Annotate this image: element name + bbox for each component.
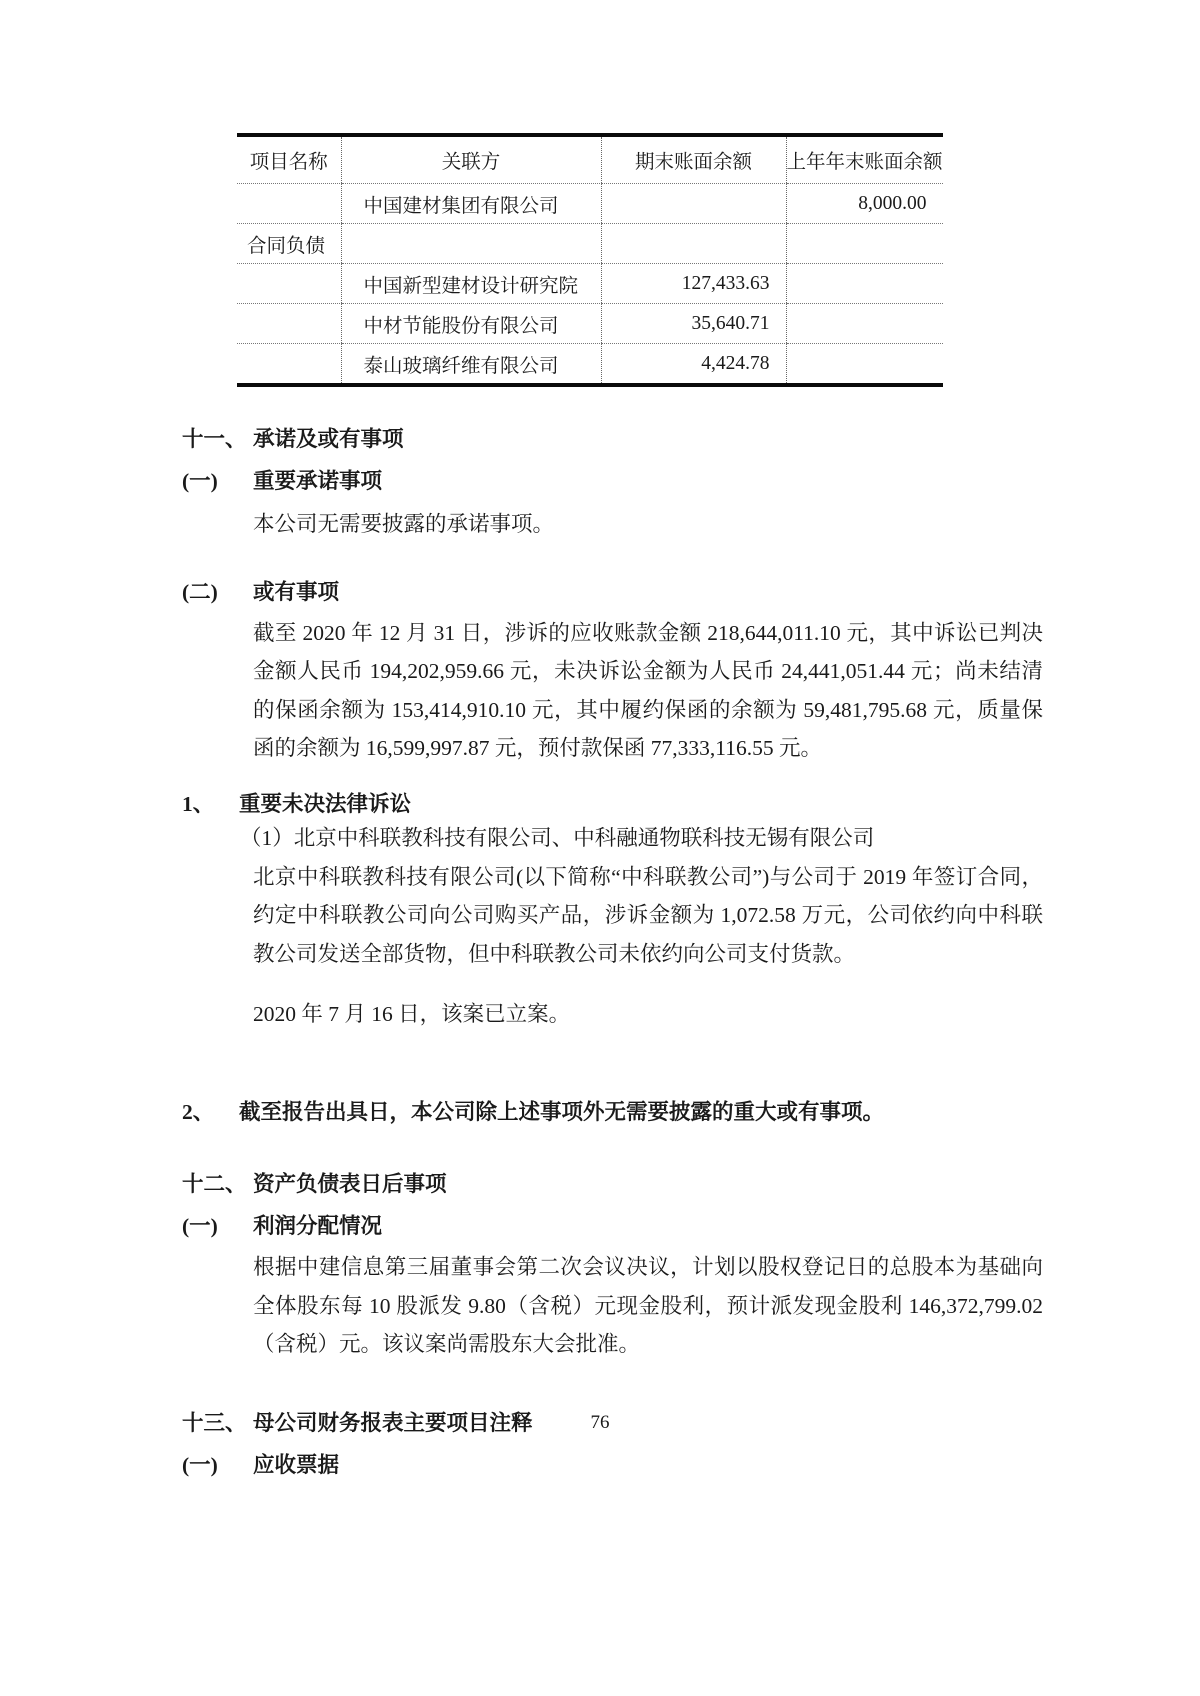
- cell-party: [341, 224, 601, 264]
- item-number: 2、: [182, 1100, 215, 1124]
- contingencies-paragraph: 截至 2020 年 12 月 31 日，涉诉的应收账款金额 218,644,011.10 元，其中诉讼已判决金额人民币 194,202,959.66 元，未决诉讼金额为人民币 24,441,051.44 元；尚未结清的保函余额为 153,414,910.10 元，其中履约保函的余额为 59,481,795.68 元，质量保函的余额为 16,599,997.87 元，预付款保函 77,333,116.55 元。: [253, 620, 1043, 760]
- subsection-title: 重要承诺事项: [253, 469, 383, 493]
- cell-item: [237, 184, 341, 224]
- table-header-row: [237, 135, 943, 184]
- item-number: 1、: [182, 792, 215, 816]
- section-number: 十一、: [182, 427, 247, 451]
- cell-ending: 4,424.78: [601, 344, 786, 386]
- table-row: [237, 184, 943, 224]
- section-11-heading: [182, 424, 1044, 454]
- case-body-paragraph: 北京中科联教科技有限公司(以下简称“中科联教公司”)与公司于 2019 年签订合同，约定中科联教公司向公司购买产品，涉诉金额为 1,072.58 万元，公司依约向中科联教公司发送全部货物，但中科联教公司未依约向公司支付货款。: [253, 864, 1043, 966]
- section-title: 承诺及或有事项: [253, 427, 404, 451]
- commitments-paragraph: 本公司无需要披露的承诺事项。: [253, 512, 555, 536]
- subsection-number: (一): [182, 469, 218, 493]
- cell-item: [237, 304, 341, 344]
- section-11-1-heading: [182, 466, 1044, 496]
- column-header-ending-balance: 期末账面余额: [601, 135, 786, 184]
- section-title: 资产负债表日后事项: [253, 1172, 447, 1196]
- pending-litigation-heading: [182, 789, 1044, 819]
- case-filing-note: 2020 年 7 月 16 日，该案已立案。: [253, 1001, 571, 1026]
- item-title: 截至报告出具日，本公司除上述事项外无需要披露的重大或有事项。: [239, 1100, 885, 1124]
- section-11-2-heading: [182, 577, 1044, 607]
- document-body: [182, 372, 1044, 1480]
- section-number: 十二、: [182, 1172, 247, 1196]
- cell-ending: 127,433.63: [601, 264, 786, 304]
- section-12-1-heading: [182, 1211, 1044, 1241]
- table-row: [237, 224, 943, 264]
- profit-distribution-paragraph: 根据中建信息第三届董事会第二次会议决议，计划以股权登记日的总股本为基础向全体股东每 10 股派发 9.80（含税）元现金股利，预计派发现金股利 146,372,799.02（含税）元。该议案尚需股东大会批准。: [253, 1255, 1043, 1356]
- cell-prior: [786, 304, 943, 344]
- subsection-title: 应收票据: [253, 1452, 340, 1477]
- subsection-title: 利润分配情况: [253, 1214, 383, 1238]
- section-13-1-heading: [182, 1450, 1044, 1480]
- cell-party: 中材节能股份有限公司: [341, 304, 601, 344]
- section-12-heading: [182, 1169, 1044, 1199]
- subsection-number: (二): [182, 579, 218, 604]
- subsection-number: (一): [182, 1452, 218, 1477]
- cell-item: [237, 264, 341, 304]
- section-title: 母公司财务报表主要项目注释: [253, 1410, 533, 1435]
- table-row: [237, 304, 943, 344]
- cell-ending: [601, 184, 786, 224]
- related-party-table: [237, 133, 943, 387]
- subsection-title: 或有事项: [253, 579, 340, 604]
- cell-prior: [786, 224, 943, 264]
- cell-party: 中国建材集团有限公司: [341, 184, 601, 224]
- cell-ending: [601, 224, 786, 264]
- cell-item: 合同负债: [237, 224, 341, 264]
- column-header-item-name: 项目名称: [237, 135, 341, 184]
- column-header-prior-year-balance: 上年年末账面余额: [786, 135, 943, 184]
- cell-party: 中国新型建材设计研究院: [341, 264, 601, 304]
- page-number: 76: [590, 1412, 610, 1433]
- no-other-contingencies-heading: [182, 1097, 1044, 1127]
- cell-ending: 35,640.71: [601, 304, 786, 344]
- column-header-related-party: 关联方: [341, 135, 601, 184]
- cell-party: 泰山玻璃纤维有限公司: [341, 344, 601, 386]
- table-row: [237, 264, 943, 304]
- case-heading: （1）北京中科联教科技有限公司、中科融通物联科技无锡有限公司: [240, 826, 875, 850]
- cell-prior: 8,000.00: [786, 184, 943, 224]
- cell-prior: [786, 264, 943, 304]
- item-title: 重要未决法律诉讼: [239, 792, 412, 816]
- section-number: 十三、: [182, 1410, 247, 1435]
- subsection-number: (一): [182, 1214, 218, 1238]
